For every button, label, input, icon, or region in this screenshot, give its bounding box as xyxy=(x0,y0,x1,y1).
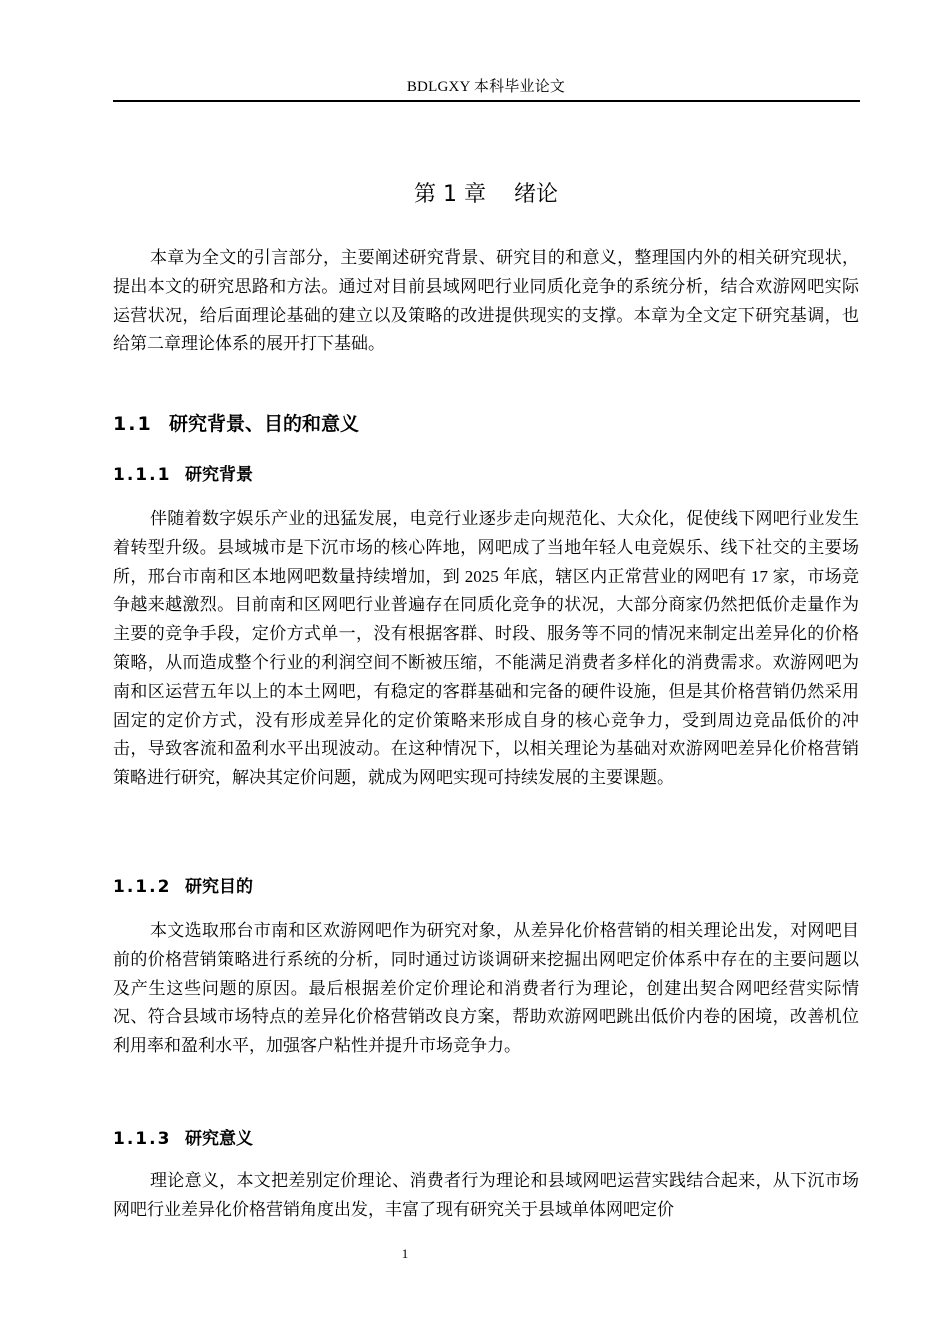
significance-paragraph: 理论意义，本文把差别定价理论、消费者行为理论和县域网吧运营实践结合起来，从下沉市场网吧行业差异化价格营销角度出发，丰富了现有研究关于县域单体网吧定价 xyxy=(113,1171,859,1219)
purpose-paragraph: 本文选取邢台市南和区欢游网吧作为研究对象，从差异化价格营销的相关理论出发，对网吧目前的价格营销策略进行系统的分析，同时通过访谈调研来挖掘出网吧定价体系中存在的主要问题以及产生这些问题的原因。最后根据差价定价理论和消费者行为理论，创建出契合网吧经营实际情况、符合县域市场特点的差异化价格营销改良方案，帮助欢游网吧跳出低价内卷的困境，改善机位利用率和盈利水平，加强客户粘性并提升市场竞争力。 xyxy=(113,921,859,1056)
running-header: BDLGXY 本科毕业论文 xyxy=(406,79,566,95)
subsection-heading-1-1-3 xyxy=(113,1128,253,1150)
chapter-title: 第 1 章 绪论 xyxy=(414,182,558,207)
subsection-title: 研究意义 xyxy=(185,1129,253,1149)
header-rule xyxy=(113,100,860,102)
chapter-intro-paragraph: 本章为全文的引言部分，主要阐述研究背景、研究目的和意义，整理国内外的相关研究现状，提出本文的研究思路和方法。通过对目前县域网吧行业同质化竞争的系统分析，结合欢游网吧实际运营状况，给后面理论基础的建立以及策略的改进提供现实的支撑。本章为全文定下研究基调，也给第二章理论体系的展开打下基础。 xyxy=(113,248,859,354)
subsection-number: 1.1.1 xyxy=(113,465,172,485)
section-title: 研究背景、目的和意义 xyxy=(169,413,360,435)
section-heading-1-1 xyxy=(113,412,359,436)
subsection-heading-1-1-1 xyxy=(113,464,253,486)
section-number: 1.1 xyxy=(113,413,153,435)
subsection-number: 1.1.3 xyxy=(113,1129,172,1149)
subsection-title: 研究背景 xyxy=(185,465,253,485)
subsection-title: 研究目的 xyxy=(185,877,253,897)
subsection-heading-1-1-2 xyxy=(113,876,253,898)
subsection-number: 1.1.2 xyxy=(113,877,172,897)
page-number: 1 xyxy=(401,1246,409,1261)
background-paragraph: 伴随着数字娱乐产业的迅猛发展，电竞行业逐步走向规范化、大众化，促使线下网吧行业发生着转型升级。县域城市是下沉市场的核心阵地，网吧成了当地年轻人电竞娱乐、线下社交的主要场所，邢台市南和区本地网吧数量持续增加，到 2025 年底，辖区内正常营业的网吧有 17 家，市场竞争越来越激烈。目前南和区网吧行业普遍存在同质化竞争的状况，大部分商家仍然把低价走量作为主要的竞争手段，定价方式单一，没有根据客群、时段、服务等不同的情况来制定出差异化的价格策略，从而造成整个行业的利润空间不断被压缩，不能满足消费者多样化的消费需求。欢游网吧为南和区运营五年以上的本土网吧，有稳定的客群基础和完备的硬件设施，但是其价格营销仍然采用固定的定价方式，没有形成差异化的定价策略来形成自身的核心竞争力，受到周边竞品低价的冲击，导致客流和盈利水平出现波动。在这种情况下，以相关理论为基础对欢游网吧差异化价格营销策略进行研究，解决其定价问题，就成为网吧实现可持续发展的主要课题。 xyxy=(113,509,859,788)
